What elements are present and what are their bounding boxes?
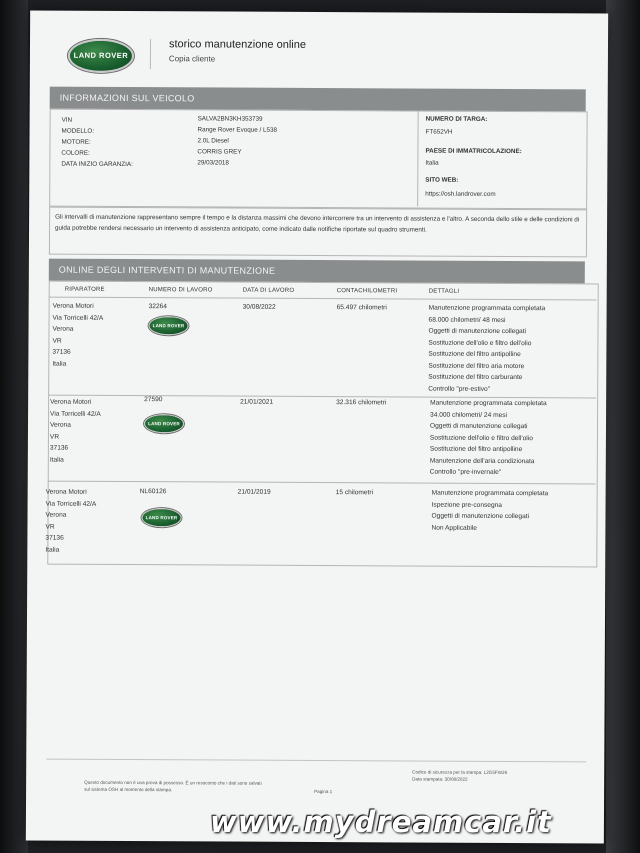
table-row-2-date: 21/01/2021 xyxy=(240,398,274,406)
maintenance-notice: Gli intervalli di manutenzione rappresentano sempre il tempo e la distanza massimi che devono intercorrere tra un intervento di assistenza e l'altro. A seconda dello stile e delle condizioni di guida potrebbe rendersi necessario un intervento di assistenza anticipato, come indicato dalle notifiche riportate sul quadro strumenti. xyxy=(55,213,580,234)
website-value[interactable]: https://osh.landrover.com xyxy=(425,190,496,198)
repairer-city: Verona xyxy=(45,511,67,519)
vin-value: SALVA2BN3KH353739 xyxy=(197,115,263,123)
vin-label: VIN xyxy=(61,116,73,124)
repairer-province: VR xyxy=(49,433,60,441)
repairer-city: Verona xyxy=(52,325,74,333)
detail-line: Manutenzione programmata completata xyxy=(430,399,547,408)
header-divider xyxy=(150,39,151,69)
service-section-heading: ONLINE DEGLI INTERVENTI DI MANUTENZIONE xyxy=(49,259,585,284)
repairer-zip: 37136 xyxy=(49,444,69,452)
logo-text: LAND ROVER xyxy=(148,421,180,427)
col-details: DETTAGLI xyxy=(428,288,460,295)
footer-divider xyxy=(46,759,586,763)
color-value: CORRIS GREY xyxy=(197,148,242,156)
detail-line: Ispezione pre-consegna xyxy=(431,501,503,509)
table-row-1-details xyxy=(428,303,545,396)
repairer-country: Italia xyxy=(45,546,60,554)
detail-line: Manutenzione programmata completata xyxy=(431,489,549,498)
model-label: MODELLO: xyxy=(61,127,95,135)
engine-label: MOTORE: xyxy=(61,138,91,146)
detail-line: 68.000 chilometri/ 48 mesi xyxy=(428,316,506,324)
col-odometer: CONTACHILOMETRI xyxy=(336,288,398,295)
document-page xyxy=(26,10,608,843)
repairer-province: VR xyxy=(52,337,62,345)
repairer-name: Verona Motori xyxy=(45,488,87,496)
table-row-3-job: NL60126 xyxy=(139,488,167,496)
registration-country-label: PAESE DI IMMATRICOLAZIONE: xyxy=(425,147,522,156)
table-row-2-details xyxy=(430,398,547,479)
footer-print-date: Data stampata: 30/08/2022 xyxy=(412,776,468,782)
repairer-country: Italia xyxy=(49,456,64,464)
table-row-3-odometer: 15 chilometri xyxy=(335,489,374,497)
detail-line: Sostituzione del filtro antipolline xyxy=(428,350,521,359)
repairer-country: Italia xyxy=(52,360,67,368)
footer-security-code: Codice di sicurezza per la stampa: L2G5FW26 xyxy=(412,769,508,776)
repairer-city: Verona xyxy=(49,421,71,429)
registration-country-value: Italia xyxy=(425,159,439,167)
plate-label: NUMERO DI TARGA: xyxy=(425,115,488,123)
table-row-2-odometer: 32.316 chilometri xyxy=(336,399,387,407)
footer-disclaimer: Questo documento non è una prova di possesso. È un resoconto che i dati sono salvati sul sistema OSH al momento della stampa. xyxy=(84,779,262,793)
vehicle-section-heading: INFORMAZIONI SUL VEICOLO xyxy=(50,87,586,112)
background-left xyxy=(0,0,28,853)
table-row-3-details xyxy=(431,488,548,535)
repairer-name: Verona Motori xyxy=(52,302,94,310)
footer-page-number: Pagina 1 xyxy=(314,788,333,795)
table-row-3-repairer xyxy=(45,487,96,556)
repairer-name: Verona Motori xyxy=(50,398,92,406)
background-right xyxy=(606,0,640,853)
model-value: Range Rover Evoque / L538 xyxy=(197,126,278,134)
table-row-1-date: 30/08/2022 xyxy=(242,303,276,311)
detail-line: 34.000 chilometri/ 24 mesi xyxy=(430,411,508,419)
detail-line: Sostituzione del filtro antipolline xyxy=(429,445,523,454)
repairer-zip: 37136 xyxy=(45,534,64,542)
table-row-1-repairer xyxy=(52,301,103,370)
detail-line: Controllo "pre-estivo" xyxy=(428,385,491,393)
detail-line: Non Applicabile xyxy=(431,524,477,532)
document-title: storico manutenzione online xyxy=(168,38,307,51)
table-row-3-date: 21/01/2019 xyxy=(237,488,271,496)
repairer-street: Via Torricelli 42/A xyxy=(45,500,97,508)
vehicle-info-box xyxy=(49,109,588,210)
detail-line: Controllo "pre-invernale" xyxy=(429,468,502,476)
table-row-2-repairer xyxy=(50,397,101,466)
detail-line: Oggetti di manutenzione collegati xyxy=(428,327,527,336)
col-repairer: RIPARATORE xyxy=(64,286,105,293)
row-2-logo xyxy=(144,414,184,433)
col-job-number: NUMERO DI LAVORO xyxy=(148,287,213,294)
logo-text: LAND ROVER xyxy=(145,515,178,521)
detail-line: Manutenzione programmata completata xyxy=(428,304,546,313)
row-3-logo xyxy=(141,508,181,527)
website-label: SITO WEB: xyxy=(425,176,459,184)
land-rover-logo xyxy=(68,39,134,73)
watermark: www.mydreamcar.it xyxy=(210,805,552,839)
repairer-zip: 37136 xyxy=(52,348,71,356)
table-row-1-job: 32264 xyxy=(148,303,167,311)
color-label: COLORE: xyxy=(61,149,90,157)
detail-line: Sostituzione dell'olio e filtro dell'olio xyxy=(428,339,532,347)
logo-text: LAND ROVER xyxy=(73,50,129,61)
warranty-start-label: DATA INIZIO GARANZIA: xyxy=(61,160,133,169)
detail-line: Oggetti di manutenzione collegati xyxy=(429,422,528,431)
table-row-1-odometer: 65.497 chilometri xyxy=(336,304,387,312)
plate-value: FT652VH xyxy=(425,128,453,136)
detail-line: Oggetti di manutenzione collegati xyxy=(431,512,530,521)
detail-line: Sostituzione del filtro carburante xyxy=(428,373,523,382)
detail-line: Manutenzione dell'aria condizionata xyxy=(429,457,535,465)
detail-line: Sostituzione del filtro aria motore xyxy=(428,362,525,370)
logo-text: LAND ROVER xyxy=(152,323,185,329)
table-row-2-job: 27590 xyxy=(144,396,163,404)
repairer-street: Via Torricelli 42/A xyxy=(50,410,101,418)
warranty-start-value: 29/03/2018 xyxy=(197,159,229,167)
repairer-province: VR xyxy=(45,523,55,531)
repairer-street: Via Torricelli 42/A xyxy=(52,314,104,322)
detail-line: Sostituzione dell'olio e filtro dell'olio xyxy=(429,434,533,442)
engine-value: 2.0L Diesel xyxy=(197,137,229,145)
document-subtitle: Copia cliente xyxy=(168,54,216,64)
col-job-date: DATA DI LAVORO xyxy=(242,287,295,294)
row-1-logo xyxy=(148,316,188,335)
